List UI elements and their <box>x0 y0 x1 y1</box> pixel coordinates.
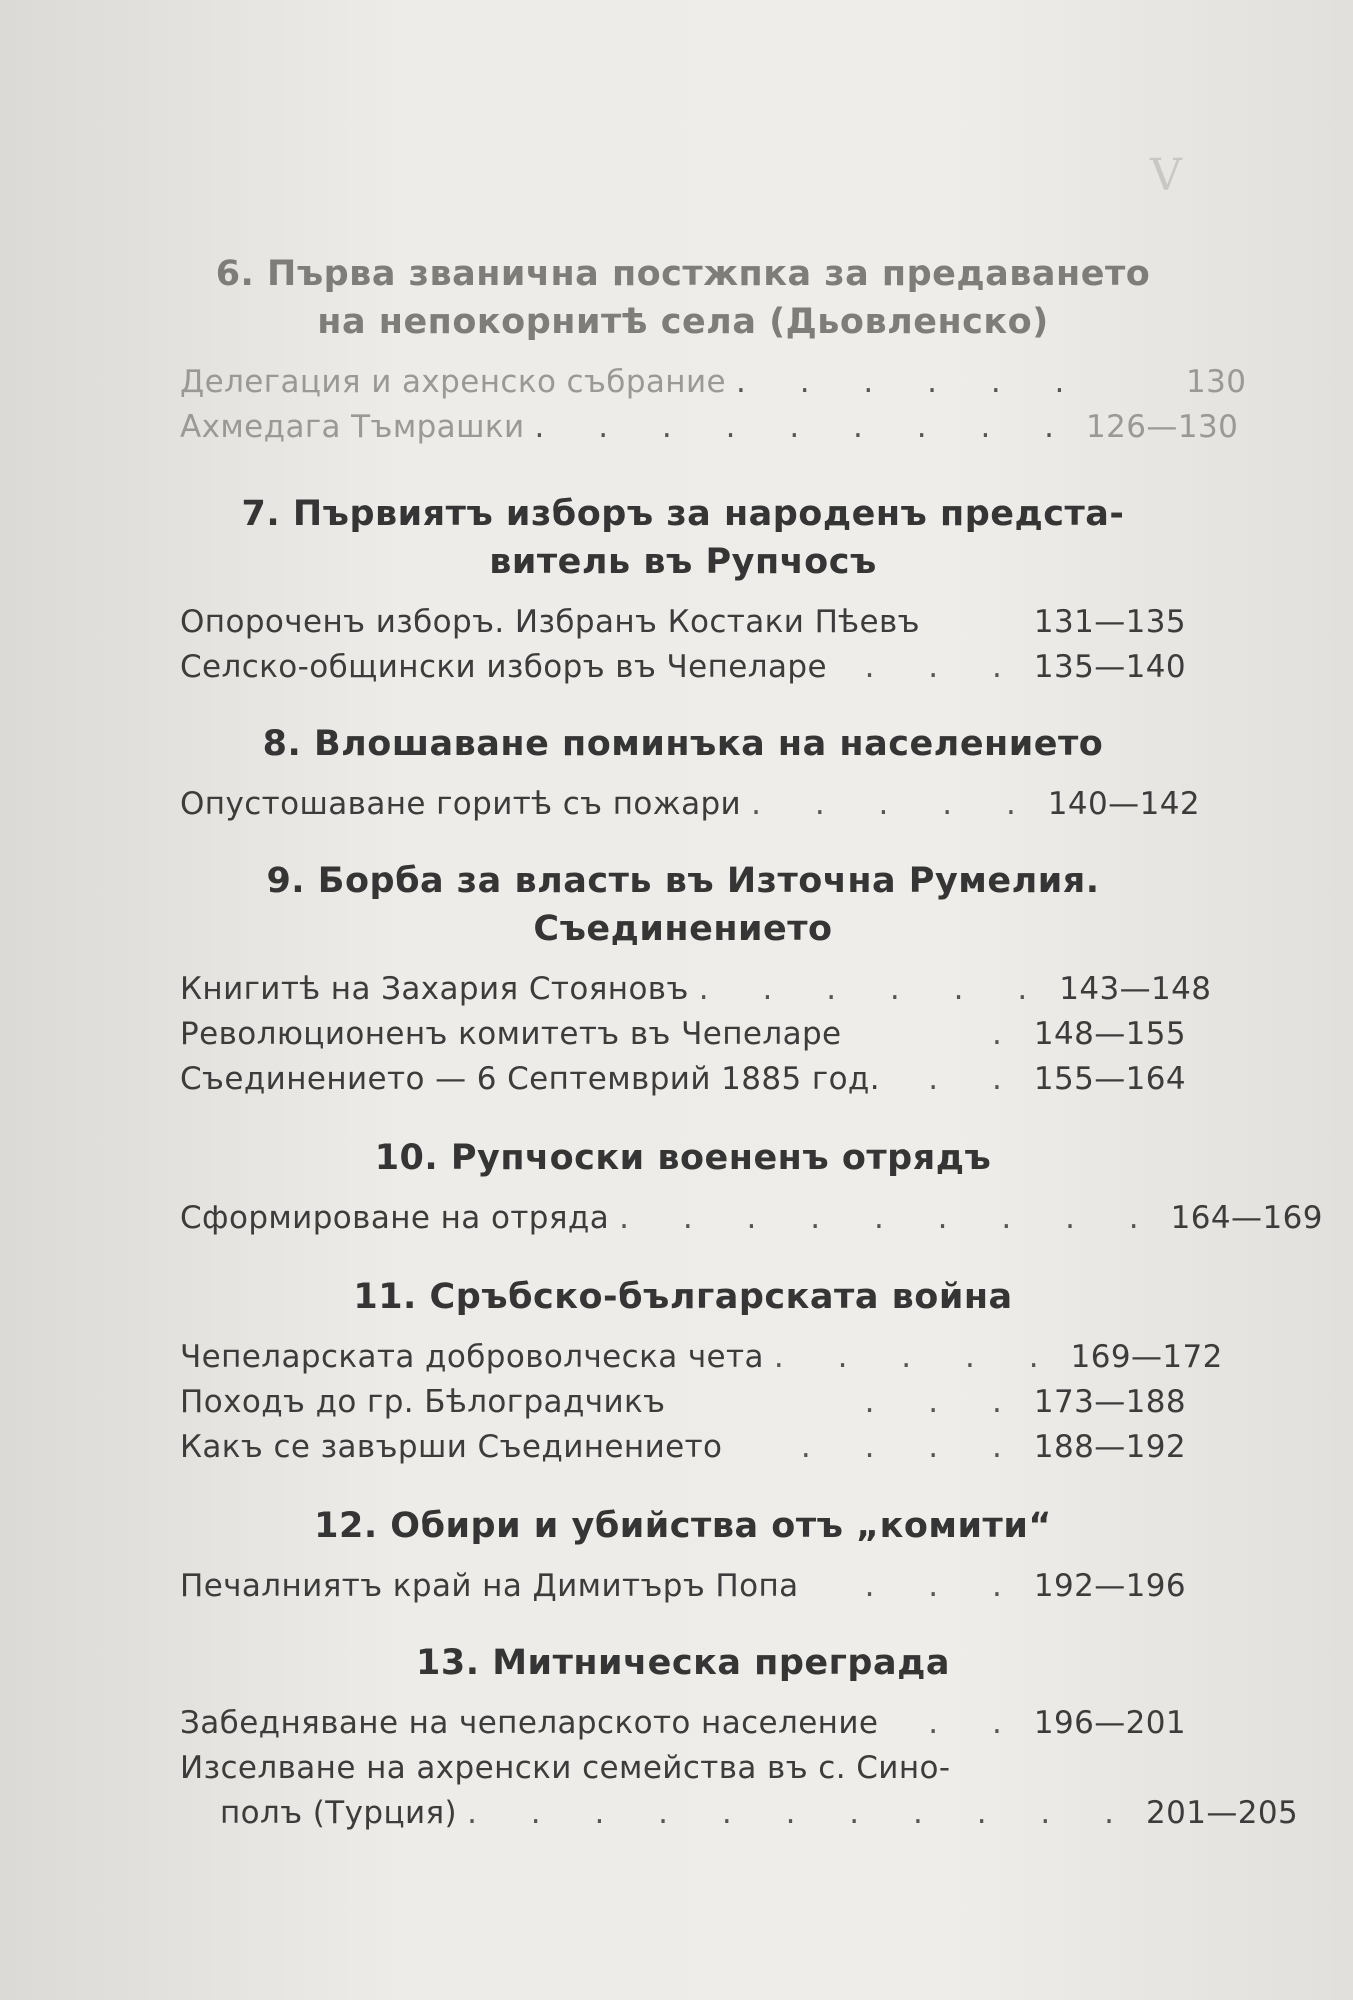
section-heading-line: 9. Борба за власть въ Източна Румелия. <box>266 861 1100 901</box>
page-range: 140—142 <box>1047 786 1200 822</box>
section-heading-line: 13. Митническа преграда <box>416 1643 950 1683</box>
entry-title: Опустошаване горитѣ съ пожари <box>180 786 742 822</box>
page-numeral: V <box>1150 150 1182 201</box>
dot-leader: . . . <box>864 1384 1024 1420</box>
page-range: 135—140 <box>1033 649 1186 685</box>
toc-entry <box>180 1380 1186 1425</box>
toc-entries <box>180 360 1247 450</box>
dot-leader: . . . . <box>800 1429 1024 1465</box>
entry-title: Сформироване на отряда <box>180 1200 610 1236</box>
page-range: 130 <box>1186 364 1247 400</box>
toc-entry <box>180 1196 1323 1241</box>
entry-title: Печалниятъ край на Димитъръ Попа <box>180 1568 799 1604</box>
section-heading-line: 7. Първиятъ изборъ за народенъ предста- <box>241 494 1125 534</box>
page-range: 201—205 <box>1146 1795 1299 1831</box>
dot-leader: . . . <box>864 649 1024 685</box>
table-of-contents <box>180 250 1323 1836</box>
page-range: 155—164 <box>1033 1061 1186 1097</box>
section-heading <box>180 1502 1186 1550</box>
toc-entry <box>180 1425 1186 1470</box>
toc-section <box>180 1134 1323 1241</box>
section-heading-line: 10. Рупчоски воененъ отрядъ <box>374 1138 992 1178</box>
dot-leader: . . . . . . . . . . . <box>467 1795 1136 1831</box>
entry-title: Чепеларската доброволческа чета <box>180 1339 764 1375</box>
dot-leader: . <box>992 1016 1024 1052</box>
toc-entries <box>180 967 1212 1102</box>
page-range: 148—155 <box>1033 1016 1186 1052</box>
toc-entry <box>180 1335 1223 1380</box>
page-range: 188—192 <box>1033 1429 1186 1465</box>
dot-leader: . . . . . . <box>736 364 1087 400</box>
toc-entry <box>180 967 1212 1012</box>
section-heading-line: 11. Сръбско-българската война <box>353 1277 1013 1317</box>
toc-entries <box>180 1564 1186 1609</box>
toc-entry <box>180 600 1186 645</box>
page-range: 143—148 <box>1059 971 1212 1007</box>
toc-section <box>180 1639 1299 1836</box>
toc-entries <box>180 1335 1223 1470</box>
section-heading-line: 8. Влошаване поминъка на населението <box>262 724 1104 764</box>
page-range: 126—130 <box>1086 409 1239 445</box>
section-heading <box>180 490 1186 586</box>
dot-leader: . . <box>928 1061 1024 1097</box>
dot-leader: . . <box>928 1705 1024 1741</box>
page-range: 164—169 <box>1170 1200 1323 1236</box>
section-heading-line: 6. Първа званична постжпка за предаването <box>215 254 1151 294</box>
toc-section <box>180 490 1186 690</box>
section-heading-line: витель въ Рупчосъ <box>489 542 877 582</box>
dot-leader: . . . <box>864 1568 1024 1604</box>
section-heading <box>180 720 1186 768</box>
toc-section <box>180 250 1247 450</box>
page-range: 169—172 <box>1070 1339 1223 1375</box>
toc-entry <box>180 1057 1186 1102</box>
entry-title: Книгитѣ на Захария Стояновъ <box>180 971 689 1007</box>
entry-title: Селско-общински изборъ въ Чепеларе <box>180 649 827 685</box>
toc-entry <box>180 645 1186 690</box>
toc-entry <box>180 1746 1186 1791</box>
entry-title: Опороченъ изборъ. Избранъ Костаки Пѣевъ <box>180 604 920 640</box>
entry-title: Революционенъ комитетъ въ Чепеларе <box>180 1016 842 1052</box>
toc-entry <box>180 1564 1186 1609</box>
entry-title: Забедняване на чепеларското население <box>180 1705 879 1741</box>
entry-title: Делегация и ахренско събрание <box>180 364 726 400</box>
section-heading-line: 12. Обири и убийства отъ „комити“ <box>314 1506 1052 1546</box>
section-heading <box>180 857 1186 953</box>
entry-title: Изселване на ахренски семейства въ с. Сино- <box>180 1750 951 1786</box>
section-heading <box>180 1639 1186 1687</box>
entry-title: полъ (Турция) <box>220 1795 458 1831</box>
toc-section <box>180 1502 1186 1609</box>
toc-entry <box>180 360 1247 405</box>
toc-entry <box>180 405 1239 450</box>
section-heading <box>180 250 1186 346</box>
section-heading <box>180 1273 1186 1321</box>
toc-entry <box>180 1791 1299 1836</box>
entry-title: Какъ се завърши Съединението <box>180 1429 723 1465</box>
section-heading-line: на непокорнитѣ села (Дьовленско) <box>317 302 1049 342</box>
toc-entry <box>180 1012 1186 1057</box>
page-range: 192—196 <box>1033 1568 1186 1604</box>
toc-entry <box>180 782 1200 827</box>
toc-section <box>180 1273 1223 1470</box>
toc-entry <box>180 1701 1186 1746</box>
toc-section <box>180 857 1212 1102</box>
toc-entries <box>180 1701 1299 1836</box>
page-range: 196—201 <box>1033 1705 1186 1741</box>
section-heading <box>180 1134 1186 1182</box>
toc-section <box>180 720 1200 827</box>
dot-leader: . . . . . . . . . <box>619 1200 1161 1236</box>
section-heading-line: Съединението <box>533 909 833 949</box>
dot-leader: . . . . . . <box>698 971 1050 1007</box>
page-range: 131—135 <box>1033 604 1186 640</box>
entry-title: Съединението — 6 Септемврий 1885 год. <box>180 1061 881 1097</box>
dot-leader: . . . . . <box>773 1339 1061 1375</box>
toc-entries <box>180 782 1200 827</box>
entry-title: Походъ до гр. Бѣлоградчикъ <box>180 1384 666 1420</box>
toc-entries <box>180 1196 1323 1241</box>
dot-leader: . . . . . . . . . <box>534 409 1077 445</box>
page-range: 173—188 <box>1033 1384 1186 1420</box>
entry-title: Ахмедага Тъмрашки <box>180 409 525 445</box>
dot-leader: . . . . . <box>751 786 1038 822</box>
toc-entries <box>180 600 1186 690</box>
